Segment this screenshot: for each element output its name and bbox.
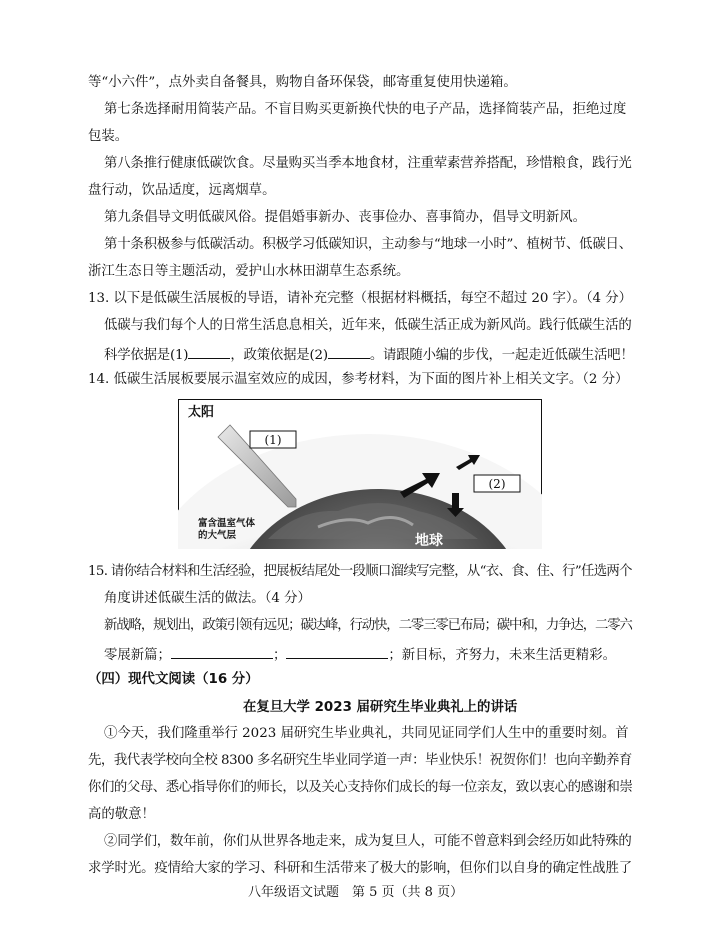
text-fragment: 。请跟随小编的步伐，一起走近低碳生活吧！ bbox=[369, 348, 634, 363]
answer-blank-3[interactable] bbox=[171, 646, 273, 659]
question-13: 13. 以下是低碳生活展板的导语，请补充完整（根据材料概括，每空不超过 20 字）。（4 分） bbox=[88, 291, 632, 306]
earth-label: 地球 bbox=[415, 533, 443, 549]
text-line: 先，我代表学校向全校 8300 多名研究生毕业同学道一声：毕业快乐！祝贺你们！也向辛勤养育 bbox=[88, 753, 632, 768]
text-fragment: ；新目标，齐努力，未来生活更精彩。 bbox=[388, 648, 616, 663]
answer-blank-4[interactable] bbox=[286, 646, 388, 659]
atmosphere-label: 富含温室气体 bbox=[198, 518, 256, 529]
text-line: 高的敬意！ bbox=[88, 807, 155, 822]
text-line: 新战略，规划出，政策引领有远见；碳达峰，行动快，二零三零已布局；碳中和，力争达，二零六 bbox=[104, 618, 632, 633]
text-fragment: 科学依据是(1) bbox=[104, 348, 189, 363]
question-15: 15. 请你结合材料和生活经验，把展板结尾处一段顺口溜续写完整，从“衣、食、住、行”任选两个 bbox=[88, 564, 632, 579]
text-line: ②同学们，数年前，你们从世界各地走来，成为复旦人，可能不曾意料到会经历如此特殊的 bbox=[104, 834, 632, 849]
text-fragment: 零展新篇； bbox=[104, 648, 171, 663]
greenhouse-diagram bbox=[178, 399, 542, 549]
label-box-2-text: (2) bbox=[488, 477, 506, 491]
article-title: 在复旦大学 2023 届研究生毕业典礼上的讲话 bbox=[243, 700, 518, 715]
text-line: 浙江生态日等主题活动，爱护山水林田湖草生态系统。 bbox=[88, 264, 410, 279]
atmosphere-label: 的大气层 bbox=[198, 530, 237, 541]
text-line: 你们的父母、悉心指导你们的师长，以及关心支持你们成长的每一位亲友，致以衷心的感谢和崇 bbox=[88, 780, 633, 795]
answer-blank-1[interactable] bbox=[188, 346, 230, 359]
text-line: 等“小六件”，点外卖自备餐具，购物自备环保袋，邮寄重复使用快递箱。 bbox=[88, 75, 517, 90]
text-line-with-blanks bbox=[104, 346, 634, 362]
text-line: 盘行动，饮品适度，远离烟草。 bbox=[88, 183, 276, 198]
text-line: 包装。 bbox=[88, 129, 129, 144]
text-line: 低碳与我们每个人的日常生活息息相关，近年来，低碳生活正成为新风尚。践行低碳生活的 bbox=[104, 318, 632, 333]
label-box-1-text: (1) bbox=[264, 433, 282, 447]
text-line: 第九条倡导文明低碳风俗。提倡婚事新办、丧事俭办、喜事简办，倡导文明新风。 bbox=[104, 210, 587, 225]
text-line: 角度讲述低碳生活的做法。（4 分） bbox=[104, 591, 311, 606]
section-heading: （四）现代文阅读（16 分） bbox=[88, 672, 259, 687]
text-line: 第七条选择耐用简装产品。不盲目购买更新换代快的电子产品，选择简装产品，拒绝过度 bbox=[104, 102, 627, 117]
text-line: 求学时光。疫情给大家的学习、科研和生活带来了极大的影响，但你们以自身的确定性战胜了 bbox=[88, 861, 633, 876]
text-fragment: ； bbox=[272, 648, 287, 663]
sun-label: 太阳 bbox=[188, 405, 215, 420]
text-line: ①今天，我们隆重举行 2023 届研究生毕业典礼，共同见证同学们人生中的重要时刻。首 bbox=[104, 726, 629, 741]
text-fragment: ，政策依据是(2) bbox=[230, 348, 328, 363]
question-14: 14. 低碳生活展板要展示温室效应的成因，参考材料，为下面的图片补上相关文字。（2 分） bbox=[88, 372, 629, 387]
text-line: 第八条推行健康低碳饮食。尽量购买当季本地食材，注重荤素营养搭配，珍惜粮食，践行光 bbox=[104, 156, 632, 171]
page-footer: 八年级语文试题 第 5 页（共 8 页） bbox=[248, 885, 464, 900]
answer-blank-2[interactable] bbox=[328, 346, 370, 359]
text-line-with-blanks bbox=[104, 646, 616, 662]
text-line: 第十条积极参与低碳活动。积极学习低碳知识，主动参与“地球一小时”、植树节、低碳日、 bbox=[104, 237, 632, 252]
